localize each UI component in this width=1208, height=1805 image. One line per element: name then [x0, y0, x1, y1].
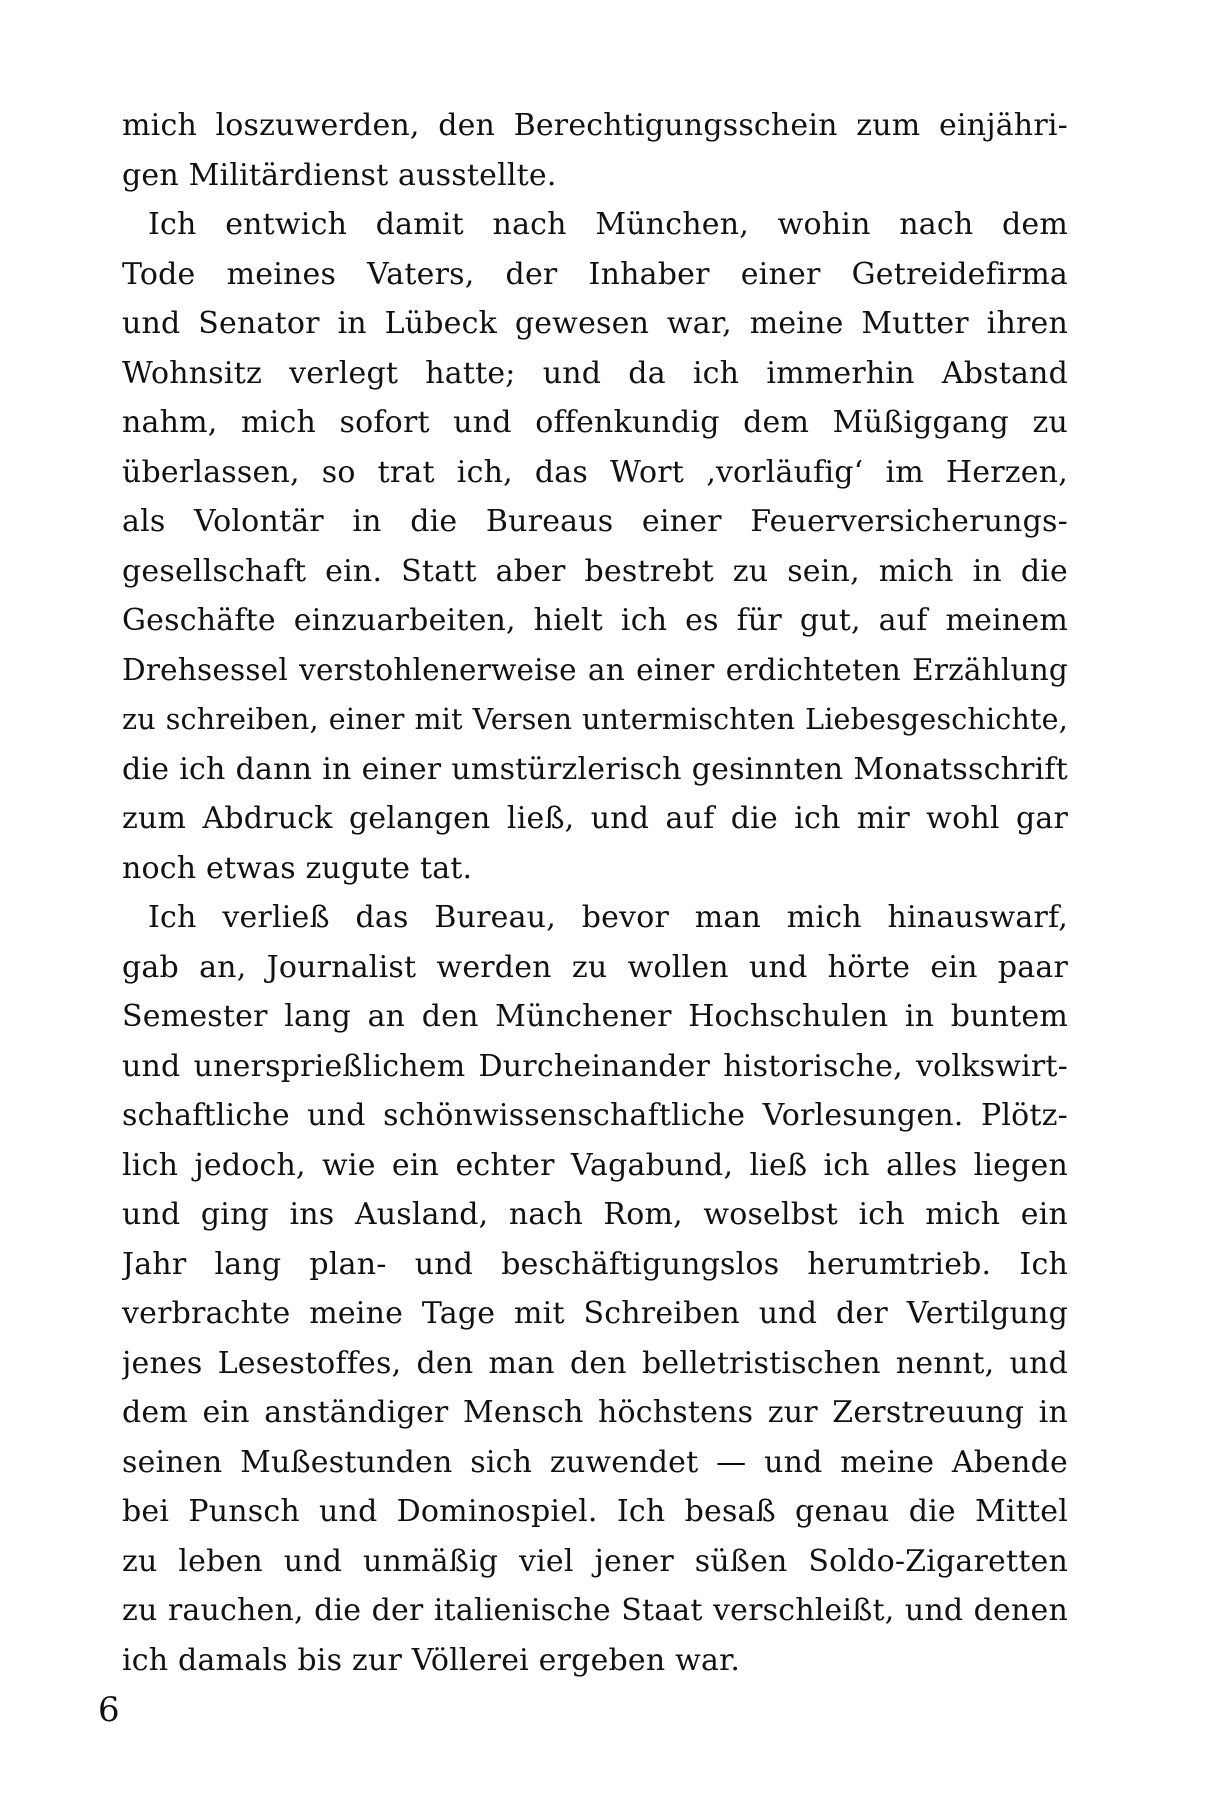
text-line: Semester lang an den Münchener Hochschulen in buntem [122, 999, 1068, 1034]
body-text [122, 101, 1068, 1685]
text-line: noch etwas zugute tat. [122, 850, 473, 886]
text-line: Jahr lang plan- und beschäftigungslos herumtrieb. Ich [122, 1246, 1068, 1282]
text-line: gen Militärdienst ausstellte. [122, 157, 557, 193]
text-line: nahm, mich sofort und offenkundig dem Müßiggang zu [122, 405, 1068, 440]
text-line: Geschäfte einzuarbeiten, hielt ich es für gut, auf meinem [122, 603, 1068, 638]
page-number: 6 [98, 1690, 120, 1730]
text-line: dem ein anständiger Mensch höchstens zur Zerstreuung in [122, 1395, 1068, 1430]
text-line: die ich dann in einer umstürzlerisch gesinnten Monatsschrift [122, 751, 1068, 787]
text-line: Tode meines Vaters, der Inhaber einer Getreidefirma [122, 256, 1068, 292]
text-line: schaftliche und schönwissenschaftliche Vorlesungen. Plötz- [122, 1098, 1068, 1133]
text-line: verbrachte meine Tage mit Schreiben und der Vertilgung [122, 1296, 1068, 1331]
text-line: Wohnsitz verlegt hatte; und da ich immerhin Abstand [122, 355, 1068, 391]
text-line: mich loszuwerden, den Berechtigungsschein zum einjähri- [122, 108, 1068, 143]
text-line: gesellschaft ein. Statt aber bestrebt zu sein, mich in die [122, 553, 1068, 589]
text-line: Ich verließ das Bureau, bevor man mich hinauswarf, [148, 900, 1068, 935]
text-line: seinen Mußestunden sich zuwendet — und meine Abende [122, 1444, 1068, 1480]
text-line: Drehsessel verstohlenerweise an einer erdichteten Erzählung [122, 652, 1068, 687]
text-line: und ging ins Ausland, nach Rom, woselbst ich mich ein [122, 1197, 1068, 1232]
text-line: lich jedoch, wie ein echter Vagabund, ließ ich alles liegen [122, 1147, 1068, 1183]
text-line: bei Punsch und Dominospiel. Ich besaß genau die Mittel [122, 1494, 1068, 1529]
text-line: zum Abdruck gelangen ließ, und auf die ich mir wohl gar [122, 801, 1068, 836]
text-line: zu leben und unmäßig viel jener süßen Soldo-Zigaretten [122, 1543, 1068, 1579]
text-line: gab an, Journalist werden zu wollen und hörte ein paar [122, 949, 1068, 985]
text-line: und Senator in Lübeck gewesen war, meine Mutter ihren [122, 306, 1068, 341]
text-line: Ich entwich damit nach München, wohin nach dem [148, 207, 1068, 242]
text-line: überlassen, so trat ich, das Wort ‚vorläufig‘ im Herzen, [122, 454, 1068, 490]
text-line: und unersprießlichem Durcheinander historische, volkswirt- [122, 1048, 1068, 1084]
text-line: als Volontär in die Bureaus einer Feuerversicherungs- [122, 504, 1068, 539]
text-line: zu schreiben, einer mit Versen untermischten Liebesgeschichte, [122, 703, 1068, 736]
text-line: zu rauchen, die der italienische Staat verschleißt, und denen [122, 1593, 1068, 1628]
text-line: ich damals bis zur Völlerei ergeben war. [122, 1642, 741, 1678]
text-line: jenes Lesestoffes, den man den belletristischen nennt, und [122, 1345, 1068, 1381]
